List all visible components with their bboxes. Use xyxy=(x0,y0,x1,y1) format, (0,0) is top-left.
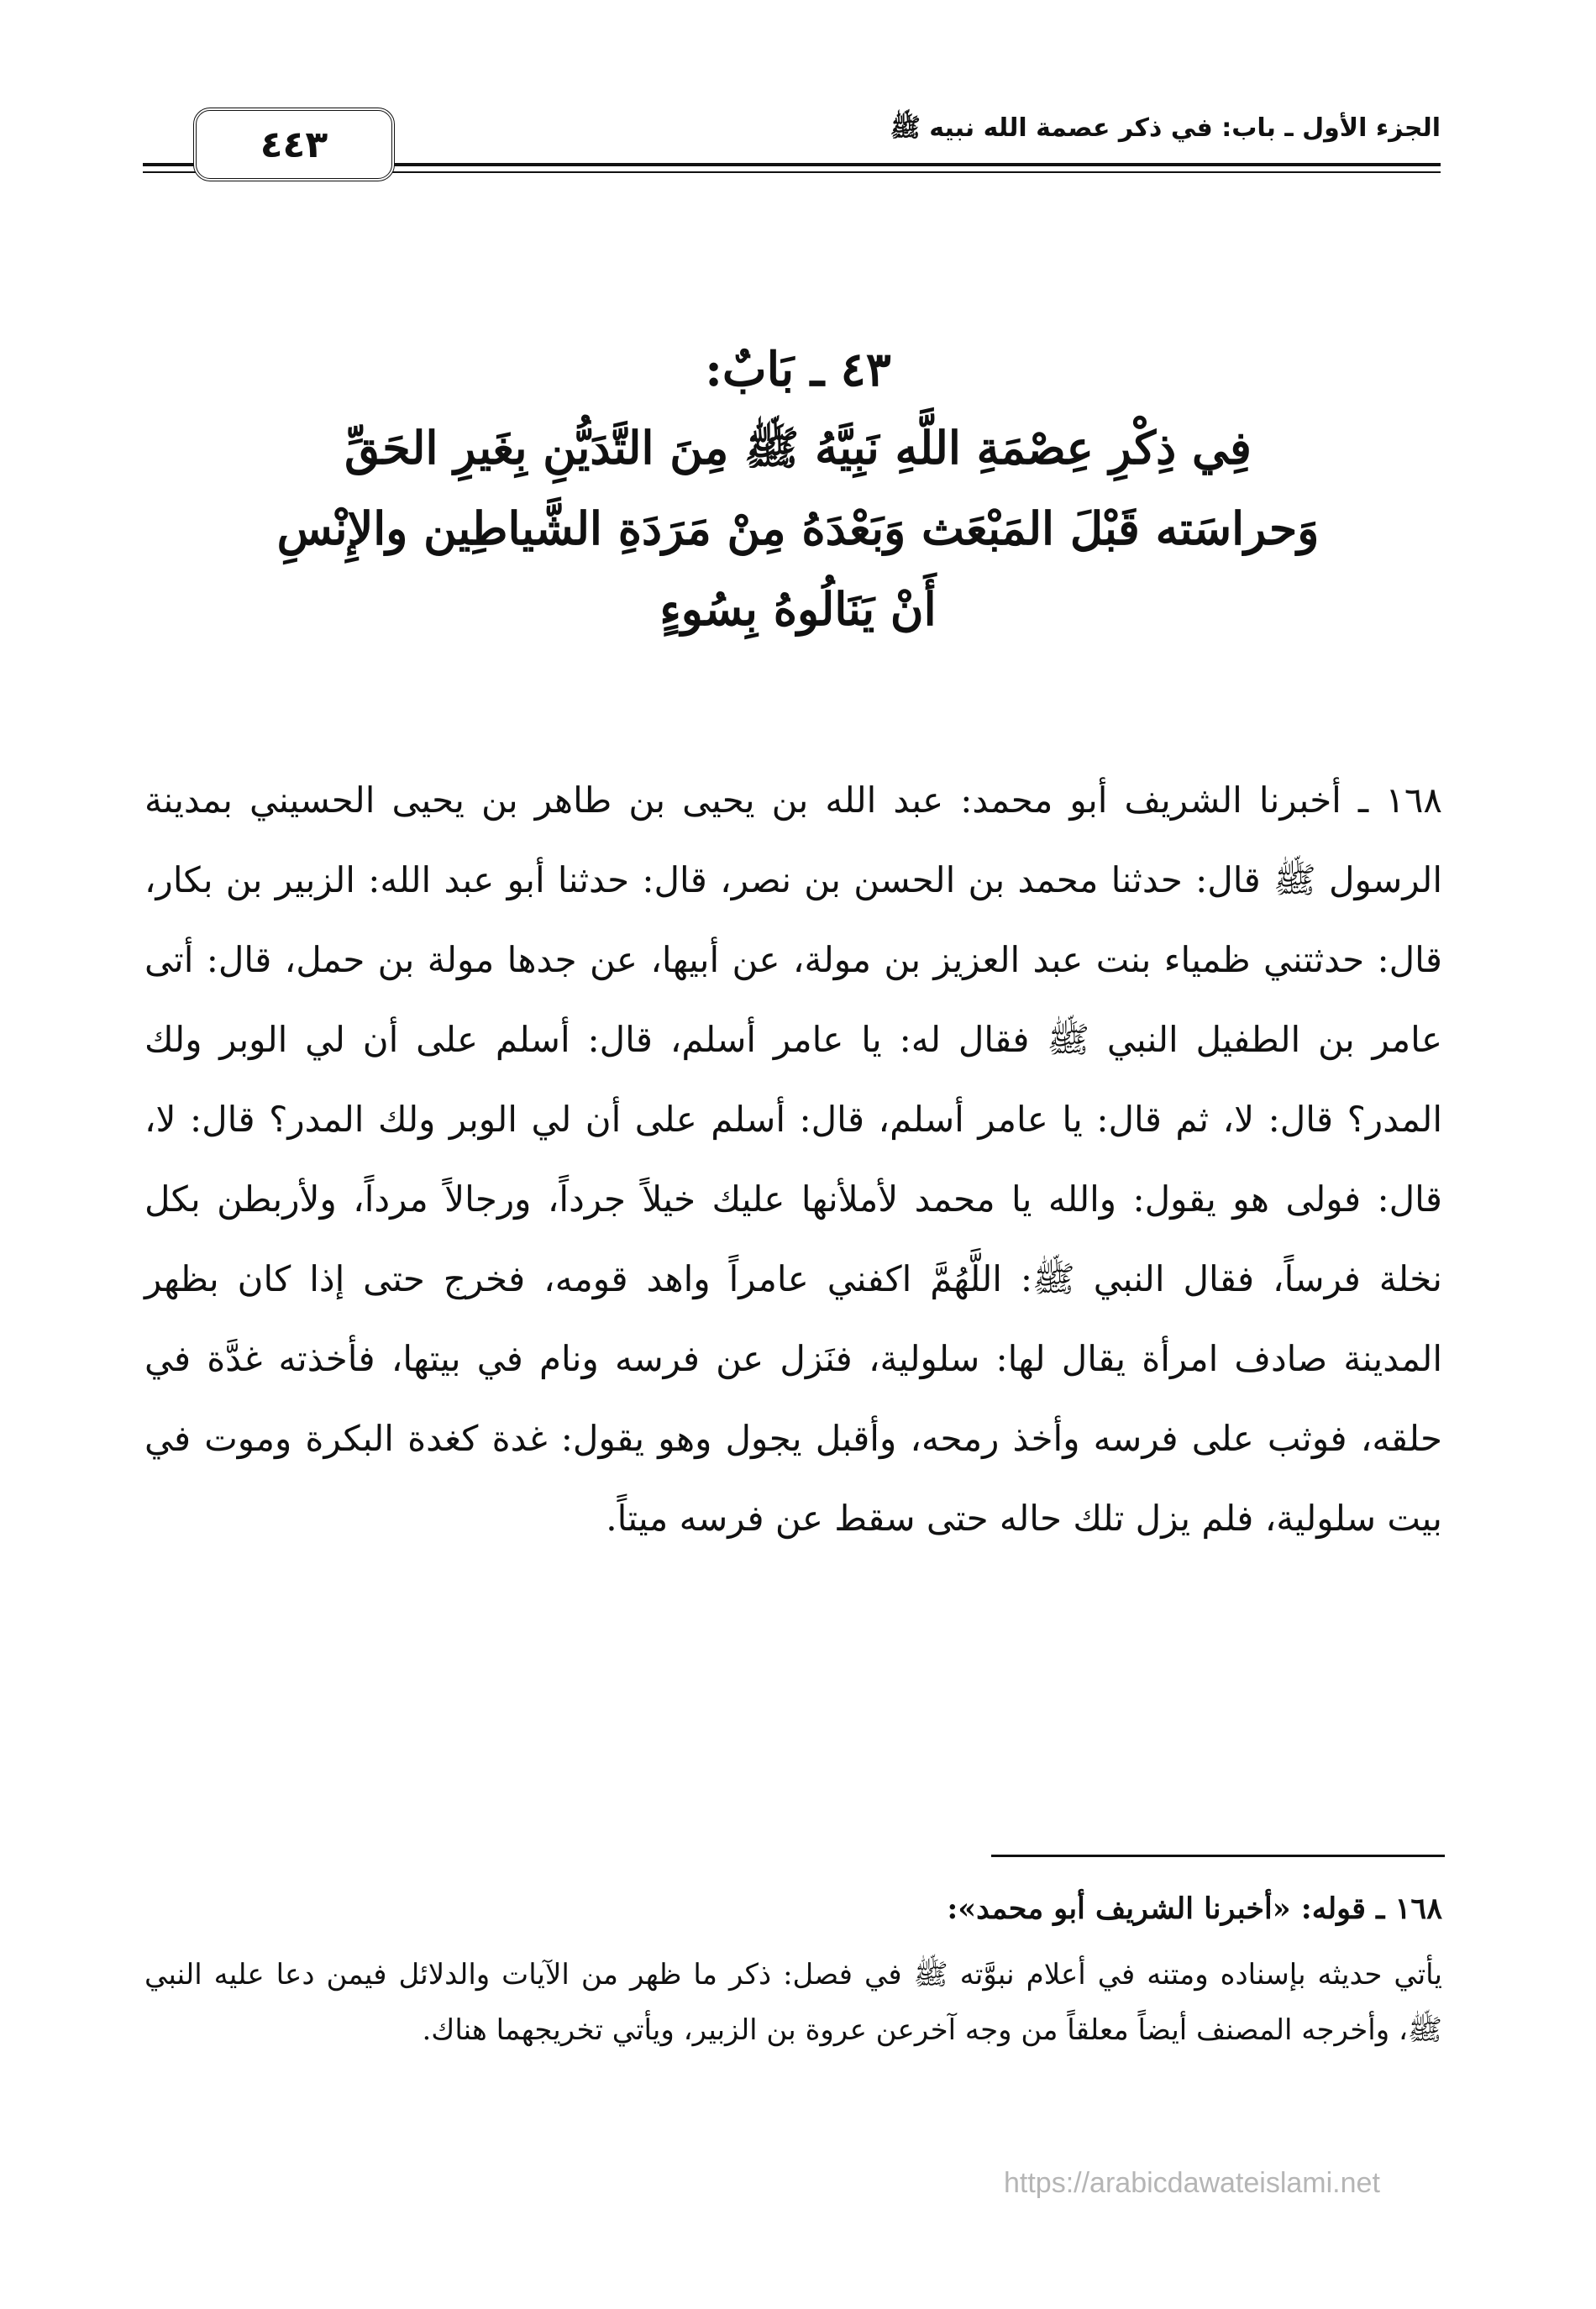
running-header-title: الجزء الأول ـ باب: في ذكر عصمة الله نبيه ﷺ xyxy=(890,113,1441,143)
footnote-heading: ١٦٨ ـ قوله: «أخبرنا الشريف أبو محمد»: xyxy=(947,1892,1442,1926)
chapter-title-line-1: فِي ذِكْرِ عِصْمَةِ اللَّهِ نَبِيَّهُ ﷺ مِنَ التَّدَيُّنِ بِغَيرِ الحَقِّ xyxy=(344,421,1252,475)
footnote-separator xyxy=(991,1855,1445,1857)
footnotes xyxy=(144,1881,1442,2058)
watermark-url: https://arabicdawateislami.net xyxy=(1004,2167,1380,2199)
page-number-frame xyxy=(193,108,395,181)
chapter-heading xyxy=(168,332,1428,649)
footnote-body: يأتي حديثه بإسناده ومتنه في أعلام نبوَّته ﷺ في فصل: ذكر ما ظهر من الآيات والدلائل فيمن دعا عليه النبي ﷺ، وأخرجه المصنف أيضاً معلقاً من وجه آخرعن عروة بن الزبير، ويأتي تخريجهما هناك. xyxy=(144,1958,1442,2047)
chapter-title-line-3: أَنْ يَنَالُوهُ بِسُوءٍ xyxy=(659,582,937,636)
chapter-title-line-2: وَحراسَته قَبْلَ المَبْعَث وَبَعْدَهُ مِنْ مَرَدَةِ الشَّياطِين والإِنْسِ xyxy=(276,501,1320,555)
chapter-number: ٤٣ ـ بَابٌ: xyxy=(705,342,891,397)
running-header xyxy=(143,108,1441,175)
main-body xyxy=(144,760,1442,1558)
hadith-paragraph: ١٦٨ ـ أخبرنا الشريف أبو محمد: عبد الله بن يحيى بن طاهر بن يحيى الحسيني بمدينة الرسول ﷺ قال: حدثنا محمد بن الحسن بن نصر، قال: حدثنا أبو عبد الله: الزبير بن بكار، قال: حدثتني ظمياء بنت عبد العزيز بن مولة، عن أبيها، عن جدها مولة بن حمل، قال: أتى عامر بن الطفيل النبي ﷺ فقال له: يا عامر أسلم، قال: أسلم على أن لي الوبر ولك المدر؟ قال: لا، ثم قال: يا عامر أسلم، قال: أسلم على أن لي الوبر ولك المدر؟ قال: لا، قال: فولى هو يقول: والله يا محمد لأملأنها عليك خيلاً جرداً، ورجالاً مرداً، ولأربطن بكل نخلة فرساً، فقال النبي ﷺ: اللَّهُمَّ اكفني عامراً واهد قومه، فخرج حتى إذا كان بظهر المدينة صادف امرأة يقال لها: سلولية، فنَزل عن فرسه ونام في بيتها، فأخذته غدَّة في حلقه، فوثب على فرسه وأخذ رمحه، وأقبل يجول وهو يقول: غدة كغدة البكرة وموت في بيت سلولية، فلم يزل تلك حاله حتى سقط عن فرسه ميتاً. xyxy=(144,779,1442,1539)
page-number: ٤٤٣ xyxy=(260,123,328,166)
